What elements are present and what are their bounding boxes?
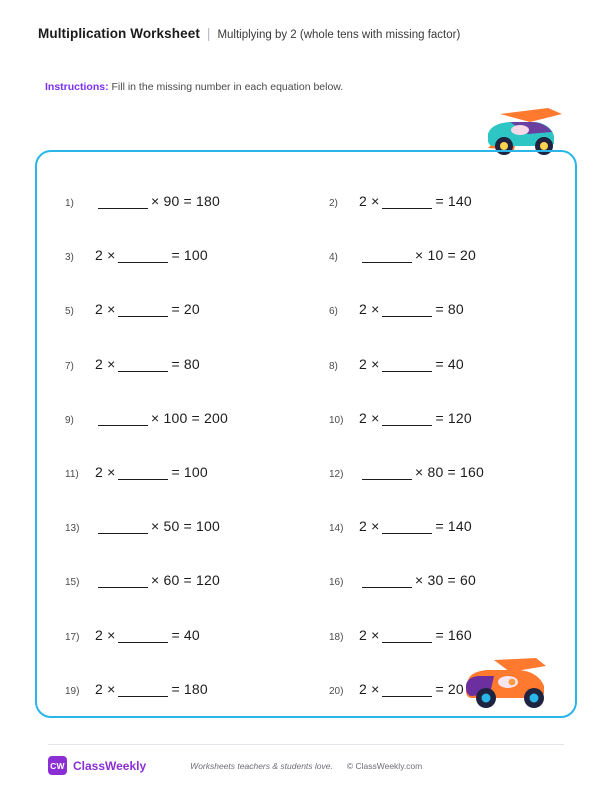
problem-equation [359,464,484,480]
problem-row [37,228,575,282]
problem-cell [311,518,575,534]
problem-equation [95,193,220,209]
problem-equation [95,464,208,480]
problem-number: 3) [65,252,74,264]
equation-rest: = 180 [171,680,208,697]
equation-prefix: 2 × [95,680,116,697]
equation-rest: = 100 [171,247,208,264]
problem-row [37,174,575,228]
problem-cell [37,410,311,426]
equation-prefix: 2 × [359,301,380,318]
problem-equation [95,410,228,426]
problem-number: 6) [329,306,338,318]
problem-cell [311,464,575,480]
problem-equation [359,627,472,643]
answer-blank[interactable] [98,521,148,534]
answer-blank[interactable] [118,359,168,372]
problem-number: 4) [329,252,338,264]
equation-rest: × 100 = 200 [151,409,228,426]
problem-equation [359,356,464,372]
equation-rest: = 140 [435,518,472,535]
problem-row [37,337,575,391]
equation-prefix: 2 × [359,518,380,535]
equation-rest: = 160 [435,626,472,643]
problem-cell [311,627,575,643]
problems-panel [35,150,577,718]
problem-cell [37,572,311,588]
answer-blank[interactable] [98,575,148,588]
answer-blank[interactable] [362,250,412,263]
answer-blank[interactable] [118,250,168,263]
instructions-text: Fill in the missing number in each equation below. [111,81,344,93]
answer-blank[interactable] [382,304,432,317]
equation-prefix: 2 × [359,626,380,643]
equation-rest: = 80 [171,355,200,372]
page-subtitle: Multiplying by 2 (whole tens with missing factor) [217,29,461,41]
equation-rest: = 20 [171,301,200,318]
problem-cell [311,681,575,697]
equation-rest: = 40 [171,626,200,643]
problem-equation [95,627,200,643]
equation-rest: = 80 [435,301,464,318]
problem-equation [95,518,220,534]
problem-cell [311,572,575,588]
answer-blank[interactable] [362,575,412,588]
problem-cell [37,518,311,534]
problem-number: 2) [329,198,338,210]
problem-row [37,391,575,445]
problem-number: 19) [65,685,80,697]
problem-number: 9) [65,414,74,426]
equation-rest: = 20 [435,680,464,697]
problem-number: 16) [329,577,344,589]
problem-cell [311,301,575,317]
problem-number: 14) [329,523,344,535]
page-title: Multiplication Worksheet [38,26,200,41]
problem-cell [37,464,311,480]
problem-cell [37,681,311,697]
problem-equation [359,193,472,209]
equation-rest: = 40 [435,355,464,372]
problem-number: 12) [329,469,344,481]
equation-rest: × 10 = 20 [415,247,476,264]
problem-equation [359,518,472,534]
brand-name: ClassWeekly [73,758,147,773]
equation-prefix: 2 × [359,680,380,697]
footer-copyright: © ClassWeekly.com [346,760,423,771]
instructions [45,81,343,93]
problem-equation [359,301,464,317]
answer-blank[interactable] [118,304,168,317]
equation-rest: = 100 [171,464,208,481]
problem-cell [37,627,311,643]
problem-number: 13) [65,523,80,535]
problem-row [37,553,575,607]
problems-grid [37,152,575,716]
equation-rest: × 50 = 100 [151,518,220,535]
problem-number: 18) [329,631,344,643]
classweekly-logo-icon: CW [48,756,67,775]
problem-equation [359,681,464,697]
instructions-label: Instructions: [45,81,109,93]
equation-prefix: 2 × [95,464,116,481]
problem-number: 5) [65,306,74,318]
equation-prefix: 2 × [359,193,380,210]
answer-blank[interactable] [98,413,148,426]
problem-number: 20) [329,685,344,697]
problem-equation [95,572,220,588]
problem-number: 11) [65,469,79,481]
answer-blank[interactable] [382,413,432,426]
problem-cell [311,247,575,263]
answer-blank[interactable] [382,630,432,643]
page-footer [48,756,564,775]
footer-tagline: Worksheets teachers & students love. [190,760,333,771]
problem-equation [95,301,200,317]
answer-blank[interactable] [382,521,432,534]
problem-number: 8) [329,360,338,372]
answer-blank[interactable] [118,630,168,643]
problem-row [37,608,575,662]
equation-rest: × 60 = 120 [151,572,220,589]
problem-equation [95,247,208,263]
equation-prefix: 2 × [95,247,116,264]
problem-cell [37,356,311,372]
equation-rest: × 90 = 180 [151,193,220,210]
answer-blank[interactable] [382,196,432,209]
page-header [38,26,574,41]
problem-number: 10) [329,414,344,426]
problem-number: 15) [65,577,80,589]
problem-row [37,445,575,499]
equation-rest: × 80 = 160 [415,464,484,481]
problem-cell [311,410,575,426]
title-separator: | [206,26,211,41]
equation-prefix: 2 × [359,409,380,426]
problem-number: 7) [65,360,74,372]
answer-blank[interactable] [118,467,168,480]
footer-divider [48,744,564,745]
problem-number: 1) [65,198,74,210]
problem-cell [311,193,575,209]
problem-equation [359,572,476,588]
problem-cell [37,193,311,209]
problem-cell [37,247,311,263]
equation-rest: × 30 = 60 [415,572,476,589]
problem-equation [359,247,476,263]
equation-prefix: 2 × [95,355,116,372]
problem-equation [359,410,472,426]
problem-row [37,662,575,716]
answer-blank[interactable] [98,196,148,209]
equation-prefix: 2 × [95,626,116,643]
answer-blank[interactable] [382,359,432,372]
equation-prefix: 2 × [95,301,116,318]
problem-cell [37,301,311,317]
problem-cell [311,356,575,372]
problem-equation [95,356,200,372]
equation-rest: = 120 [435,409,472,426]
answer-blank[interactable] [382,684,432,697]
problem-equation [95,681,208,697]
problem-number: 17) [65,631,80,643]
problem-row [37,499,575,553]
answer-blank[interactable] [118,684,168,697]
problem-row [37,282,575,336]
answer-blank[interactable] [362,467,412,480]
equation-rest: = 140 [435,193,472,210]
equation-prefix: 2 × [359,355,380,372]
